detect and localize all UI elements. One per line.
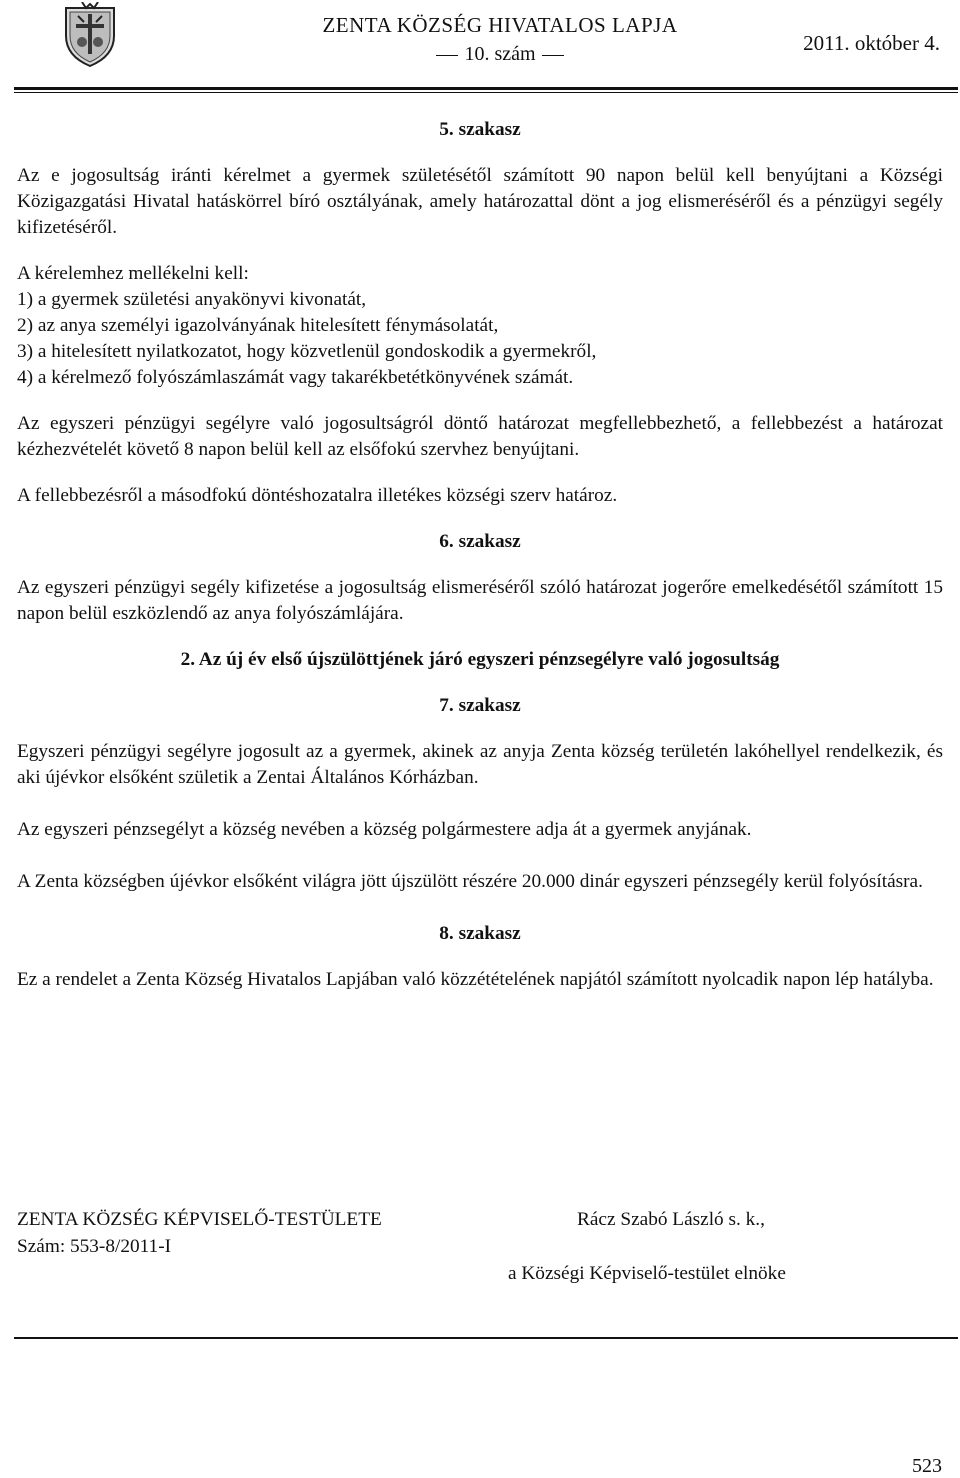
document-number: Szám: 553-8/2011-I — [17, 1236, 172, 1257]
list-item: 2) az anya személyi igazolványának hitelesített fénymásolatát, — [17, 315, 499, 336]
list-item: 1) a gyermek születési anyakönyvi kivonatát, — [17, 289, 367, 310]
paragraph: Ez a rendelet a Zenta Község Hivatalos Lapjában való közzétételének napjától számított nyolcadik napon lép hatályba. — [17, 969, 934, 990]
list-item: 3) a hitelesített nyilatkozatot, hogy közvetlenül gondoskodik a gyermekről, — [17, 341, 597, 362]
paragraph: Egyszeri pénzügyi segélyre jogosult az a gyermek, akinek az anyja Zenta község területén lakóhellyel rendelkezik, és aki újévkor elsőként születik a Zentai Általános Kórházban. — [17, 741, 943, 788]
signer-name: Rácz Szabó László s. k., — [577, 1209, 765, 1230]
paragraph: Az egyszeri pénzügyi segélyre való jogosultságról döntő határozat megfellebbezhető, a fellebbezést a határozat kézhezvételét követő 8 napon belül kell az elsőfokú szervhez benyújtani. — [17, 413, 943, 460]
issue-number: 10. szám — [380, 41, 620, 67]
issue-date: 2011. október 4. — [803, 31, 940, 55]
coat-of-arms-icon — [62, 2, 118, 68]
paragraph: Az e jogosultság iránti kérelmet a gyermek születésétől számított 90 napon belül kell benyújtani a Községi Közigazgatási Hivatal hatáskörrel bíró osztályának, amely határozattal dönt a jog elismeréséről és a pénzügyi segély kifizetéséről. — [17, 165, 943, 238]
paragraph: Az egyszeri pénzügyi segély kifizetése a jogosultság elismeréséről szóló határozat jogerőre emelkedésétől számított 15 napon belül eszközlendő az anya folyószámlájára. — [17, 577, 943, 624]
section-heading-8: 8. szakasz — [439, 923, 521, 944]
footer-rule — [14, 1337, 958, 1339]
header-rule-thin — [14, 92, 958, 93]
assembly-name: ZENTA KÖZSÉG KÉPVISELŐ-TESTÜLETE — [17, 1209, 382, 1230]
paragraph: A fellebbezésről a másodfokú döntéshozatalra illetékes községi szerv határoz. — [17, 485, 618, 506]
paragraph: A Zenta községben újévkor elsőként világra jött újszülött részére 20.000 dinár egyszeri pénzsegély kerül folyósításra. — [17, 871, 923, 892]
header-rule — [14, 87, 958, 90]
journal-title: ZENTA KÖZSÉG HIVATALOS LAPJA — [322, 13, 678, 37]
list-intro: A kérelemhez mellékelni kell: — [17, 263, 249, 284]
section-heading-6: 6. szakasz — [439, 531, 521, 552]
section-heading-7: 7. szakasz — [439, 695, 521, 716]
signer-role: a Községi Képviselő-testület elnöke — [508, 1263, 786, 1284]
document-body — [17, 117, 943, 993]
chapter-heading-2: 2. Az új év első újszülöttjének járó egyszeri pénzsegélyre való jogosultság — [180, 649, 780, 670]
list-item: 4) a kérelmező folyószámlaszámát vagy takarékbetétkönyvének számát. — [17, 367, 574, 388]
section-heading-5: 5. szakasz — [439, 119, 521, 140]
page-number: 523 — [912, 1455, 942, 1477]
signature-left — [17, 1206, 497, 1260]
paragraph: Az egyszeri pénzsegélyt a község nevében a község polgármestere adja át a gyermek anyjának. — [17, 819, 752, 840]
attachment-list — [17, 287, 943, 391]
